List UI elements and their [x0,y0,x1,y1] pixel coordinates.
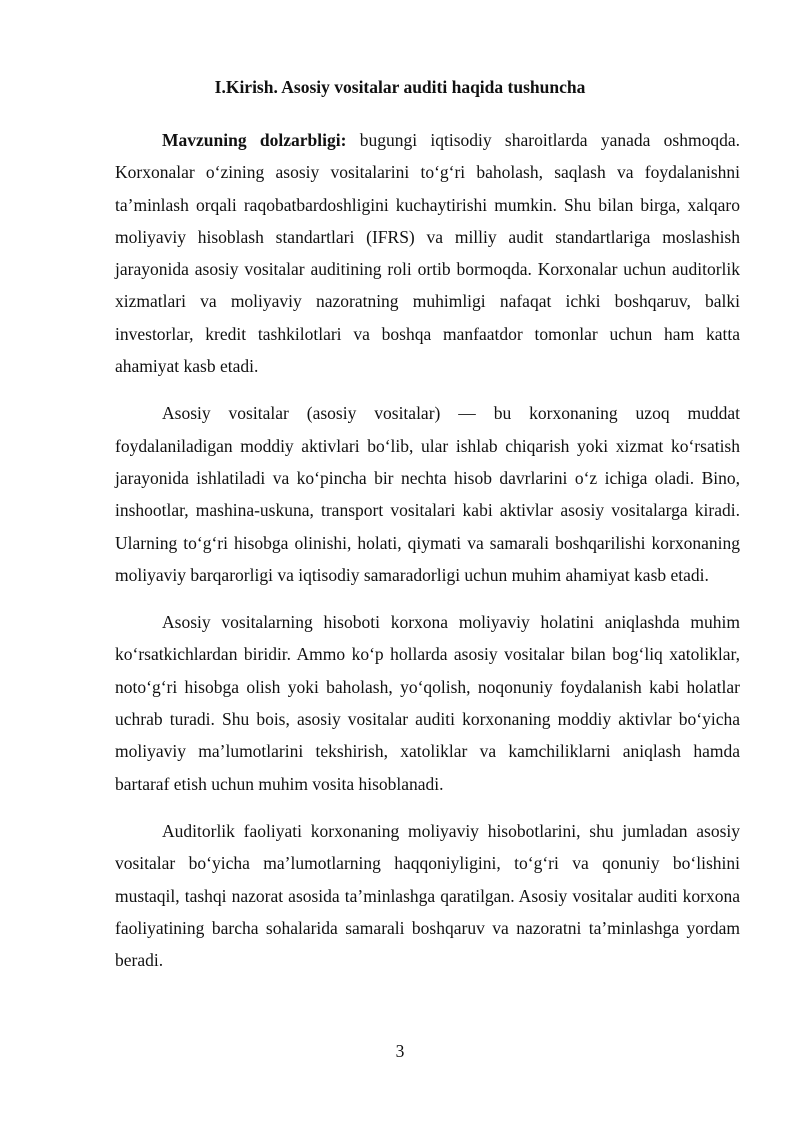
paragraph-text: bugungi iqtisodiy sharoitlarda yanada oshmoqda. Korxonalar o‘zining asosiy vositalarini to‘g‘ri baholash, saqlash va foydalanishni ta’minlash orqali raqobatbardoshligini kuchaytirishi mumkin. Shu bilan birga, xalqaro moliyaviy hisoblash standartlari (IFRS) va milliy audit standartlariga moslashish jarayonida asosiy vositalar auditining roli ortib bormoqda. Korxonalar uchun auditorlik xizmatlari va moliyaviy nazoratning muhimligi nafaqat ichki boshqaruv, balki investorlar, kredit tashkilotlari va boshqa manfaatdor tomonlar uchun ham katta ahamiyat kasb etadi. [115,130,740,377]
paragraph-text: Asosiy vositalarning hisoboti korxona moliyaviy holatini aniqlashda muhim ko‘rsatkichlardan biridir. Ammo ko‘p hollarda asosiy vositalar bilan bog‘liq xatoliklar, noto‘g‘ri hisobga olish yoki baholash, yo‘qolish, noqonuniy foydalanish kabi holatlar uchrab turadi. Shu bois, asosiy vositalar auditi korxonaning moddiy aktivlar bo‘yicha moliyaviy ma’lumotlarini tekshirish, xatoliklar va kamchiliklarni aniqlash hamda bartaraf etish uchun muhim vosita hisoblanadi. [115,612,740,794]
paragraph-text: Asosiy vositalar (asosiy vositalar) — bu korxonaning uzoq muddat foydalaniladigan moddiy aktivlari bo‘lib, ular ishlab chiqarish yoki xizmat ko‘rsatish jarayonida ishlatiladi va ko‘pincha bir nechta hisob davrlarini o‘z ichiga oladi. Bino, inshootlar, mashina-uskuna, transport vositalari kabi aktivlar asosiy vositalarga kiradi. Ularning to‘g‘ri hisobga olinishi, holati, qiymati va samarali boshqarilishi korxonaning moliyaviy barqarorligi va iqtisodiy samaradorligi uchun muhim ahamiyat kasb etadi. [115,403,740,585]
paragraph-lead: Mavzuning dolzarbligi: [162,130,347,150]
paragraph-fixed-assets-reporting [115,606,740,800]
document-body [115,124,740,991]
page-title: I.Kirish. Asosiy vositalar auditi haqida tushuncha [214,77,586,97]
paragraph-fixed-assets-definition [115,397,740,591]
paragraph-text: Auditorlik faoliyati korxonaning moliyaviy hisobotlarini, shu jumladan asosiy vositalar bo‘yicha ma’lumotlarning haqqoniyligini, to‘g‘ri va qonuniy bo‘lishini mustaqil, tashqi nazorat asosida ta’minlashga qaratilgan. Asosiy vositalar auditi korxona faoliyatining barcha sohalarida samarali boshqaruv va nazoratni ta’minlashga yordam beradi. [115,820,740,971]
page-number: 3 [395,1041,405,1061]
paragraph-audit-activity [115,815,740,976]
paragraph-relevance [115,124,740,382]
